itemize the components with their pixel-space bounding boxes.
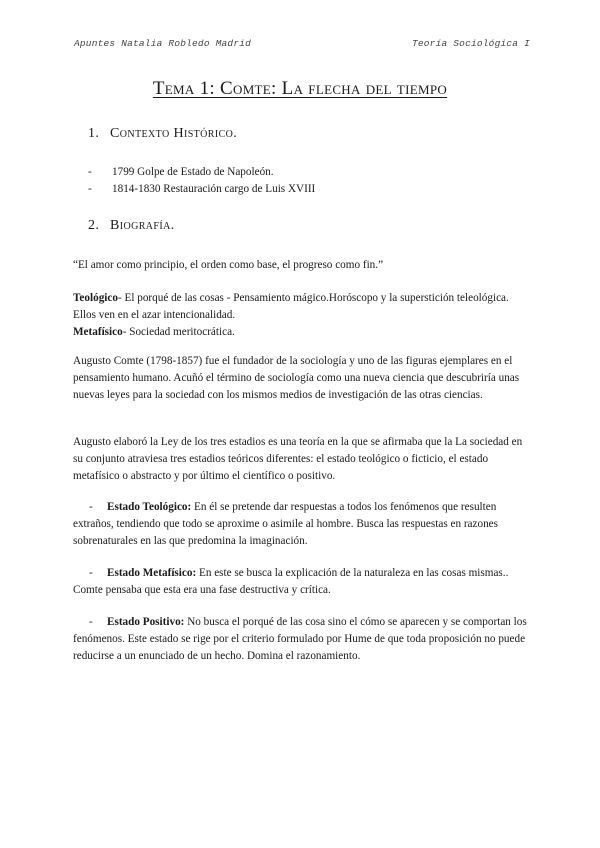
list-item: - 1814-1830 Restauración cargo de Luis XVIII [88, 183, 316, 195]
teologico-text: - El porqué de las cosas - Pensamiento mágico.Horóscopo y la superstición teleológica. Ellos ven en el azar intencionalidad. [73, 292, 509, 321]
section-heading-context [88, 126, 237, 142]
teologico-line [73, 290, 528, 324]
list-item: - 1799 Golpe de Estado de Napoleón. [88, 166, 274, 178]
list-item-text: 1799 Golpe de Estado de Napoleón. [112, 166, 274, 178]
metafisico-text: - Sociedad meritocrática. [122, 326, 235, 338]
context-list [88, 164, 315, 198]
estado-label: Estado Teológico: [107, 501, 192, 513]
estado-label: Estado Positivo: [107, 616, 185, 628]
section-title: Biografía. [110, 218, 175, 233]
estado-text: No busca el porqué de las cosa sino el cómo se aparecen y se comportan los fenómenos. Este estado se rige por el criterio formulado por Hume de que toda proposición no puede reducirse a un enunciado de un hecho. Domina el razonamiento. [73, 616, 527, 662]
section-title: Contexto Histórico. [110, 126, 238, 141]
teologico-label: Teológico [73, 292, 118, 304]
estado-teologico: - Estado Teológico: En él se pretende dar respuestas a todos los fenómenos que resulten extraños, tendiendo que todo se aproxime o asimile al hombre. Busca las respuestas en razones sobrenaturales en las que predomina la imaginación. [73, 501, 498, 547]
quote: “El amor como principio, el orden como base, el progreso como fin.” [73, 259, 384, 271]
stages-summary [73, 290, 528, 341]
page-title: Tema 1: Comte: La flecha del tiempo [152, 78, 448, 99]
estado-text: En este se busca la explicación de la naturaleza en las cosas mismas.. Comte pensaba que esta era una fase destructiva y crítica. [73, 567, 509, 596]
section-number: 2. [88, 218, 100, 233]
section-heading-biography [88, 218, 175, 234]
estado-positivo: - Estado Positivo: No busca el porqué de las cosa sino el cómo se aparecen y se comportan los fenómenos. Este estado se rige por el criterio formulado por Hume de que toda proposición no puede reducirse a un enunciado de un hecho. Domina el razonamiento. [73, 616, 527, 662]
paragraph-comte: Augusto Comte (1798-1857) fue el fundador de la sociología y uno de las figuras ejemplares en el pensamiento humano. Acuñó el término de sociología como una nueva ciencia que descubriría unas nuevas leyes para la sociedad con los mismos medios de investigación de las otras ciencias. [73, 355, 520, 401]
estado-text: En él se pretende dar respuestas a todos los fenómenos que resulten extraños, tendiendo que todo se aproxime o asimile al hombre. Busca las respuestas en razones sobrenaturales en las que predomina la imaginación. [73, 501, 498, 547]
header-course: Teoría Sociológica I [411, 38, 530, 49]
estado-metafisico: - Estado Metafísico: En este se busca la explicación de la naturaleza en las cosas mismas.. Comte pensaba que esta era una fase destructiva y crítica. [73, 567, 509, 596]
metafisico-line [73, 324, 528, 341]
estado-label: Estado Metafísico: [107, 567, 197, 579]
metafisico-label: Metafísico [73, 326, 123, 338]
section-number: 1. [88, 126, 100, 141]
paragraph-ley-tres-estadios: Augusto elaboró la Ley de los tres estadios es una teoría en la que se afirmaba que la La sociedad en su conjunto atraviesa tres estadios teóricos diferentes: el estado teológico o ficticio, el estado metafísico o abstracto y por último el científico o positivo. [73, 436, 523, 482]
header-author: Apuntes Natalia Robledo Madrid [74, 38, 252, 49]
list-item-text: 1814-1830 Restauración cargo de Luis XVIII [112, 183, 316, 195]
